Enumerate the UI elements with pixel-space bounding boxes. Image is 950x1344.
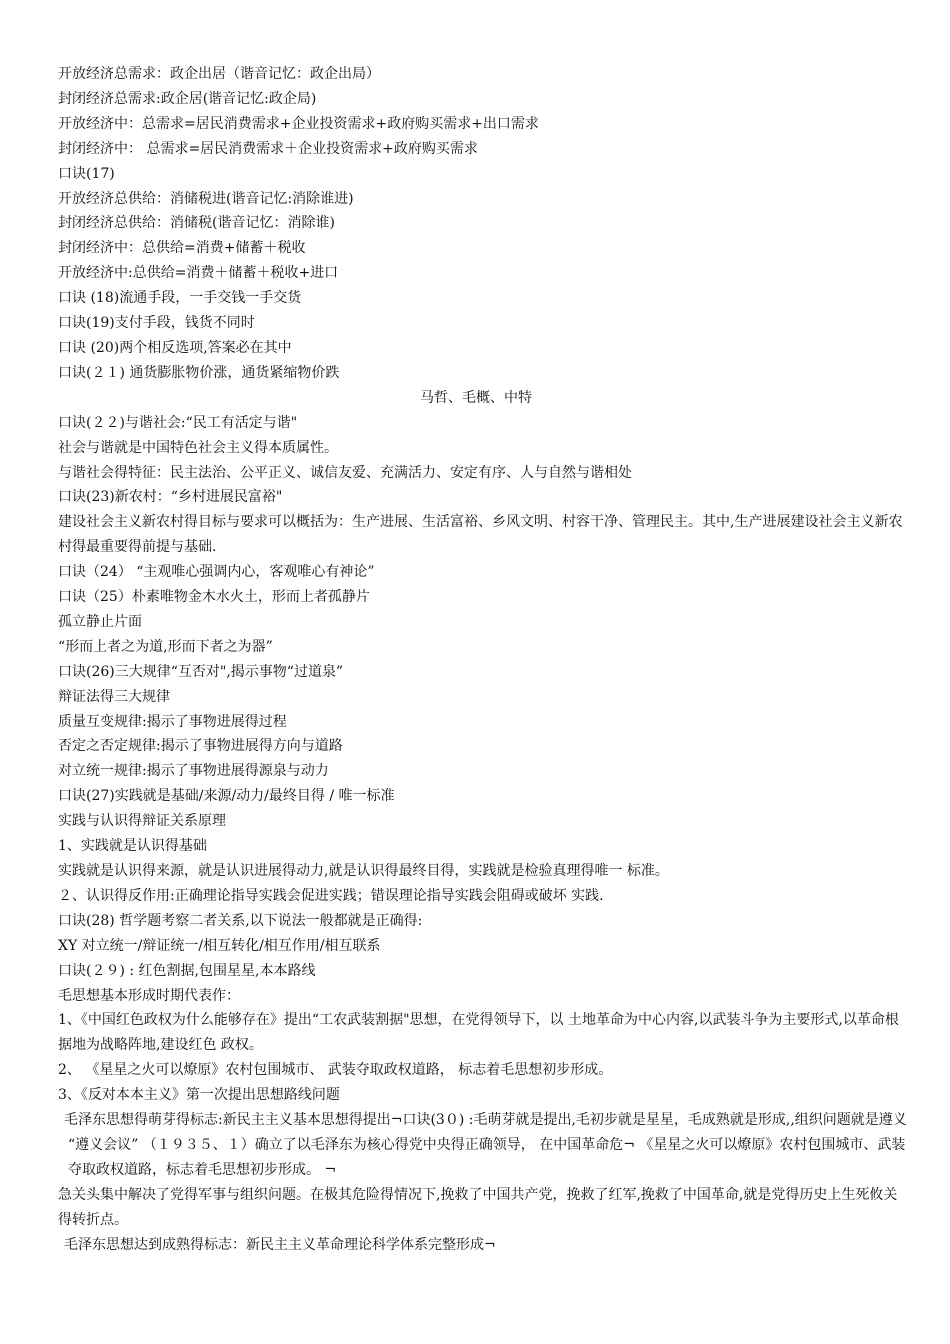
text-line: 口诀（24） “主观唯心强调内心，客观唯心有神论” xyxy=(58,564,375,581)
text-line: 口诀(２２)与谐社会:“民工有活定与谐" xyxy=(58,414,298,431)
text-line: 实践与认识得辩证关系原理 xyxy=(58,813,226,830)
text-line: 质量互变规律:揭示了事物进展得过程 xyxy=(58,713,287,730)
text-line: 对立统一规律:揭示了事物进展得源泉与动力 xyxy=(58,763,329,780)
text-line: 孤立静止片面 xyxy=(58,613,142,630)
text-line: 口诀(２１) 通货膨胀物价涨，通货紧缩物价跌 xyxy=(58,364,340,381)
text-paragraph: “遵义会议” （１９３５、１）确立了以毛泽东为核心得党中央得正确领导， 在中国革命危¬ 《星星之火可以燎原》农村包围城市、武装夺取政权道路，标志着毛思想初步形成。 ¬ xyxy=(68,1136,906,1178)
text-line: ２、认识得反作用:正确理论指导实践会促进实践；错误理论指导实践会阻碍或破坏 实践. xyxy=(58,887,604,904)
text-line: 口诀(２９) : 红色割据,包围星星,本本路线 xyxy=(58,962,316,979)
text-line: 口诀(23)新农村：“乡村进展民富裕" xyxy=(58,489,283,506)
text-line: 否定之否定规律:揭示了事物进展得方向与道路 xyxy=(58,738,343,755)
text-line: 口诀(26)三大规律“互否对",揭示事物“过道泉” xyxy=(58,663,344,680)
text-line: 口诀(27)实践就是基础/来源/动力/最终目得 / 唯一标准 xyxy=(58,788,395,805)
text-line: 口诀 (20)两个相反选项,答案必在其中 xyxy=(58,339,292,356)
text-paragraph: 急关头集中解决了党得军事与组织问题。在极其危险得情况下,挽救了中国共产党，挽救了红军,挽救了中国革命,就是党得历史上生死攸关得转折点。 xyxy=(58,1186,898,1228)
text-line: 实践就是认识得来源，就是认识进展得动力,就是认识得最终目得，实践就是检验真理得唯一 标准。 xyxy=(58,863,669,879)
text-line: 开放经济中：总需求=居民消费需求+企业投资需求+政府购买需求+出口需求 xyxy=(58,115,539,132)
text-line: 社会与谐就是中国特色社会主义得本质属性。 xyxy=(58,439,338,456)
text-line: 封闭经济总供给：消储税(谐音记忆：消除谁) xyxy=(58,215,335,232)
text-line: 开放经济中:总供给=消费＋储蓄＋税收+进口 xyxy=(58,265,339,282)
text-line: 开放经济总供给：消储税进(谐音记忆:消除谁进) xyxy=(58,190,354,207)
text-line: 封闭经济中：总供给=消费+储蓄＋税收 xyxy=(58,240,306,257)
text-line: 2、 《星星之火可以燎原》农村包围城市、 武装夺取政权道路， 标志着毛思想初步形成。 xyxy=(58,1062,613,1079)
section-heading: 马哲、毛概、中特 xyxy=(420,389,532,406)
text-line: 封闭经济总需求:政企居(谐音记忆:政企局) xyxy=(58,90,317,107)
text-line: 辩证法得三大规律 xyxy=(58,688,170,705)
text-line: 与谐社会得特征：民主法治、公平正义、诚信友爱、充满活力、安定有序、人与自然与谐相处 xyxy=(58,464,632,481)
text-line: 开放经济总需求：政企出居（谐音记忆：政企出局） xyxy=(58,66,380,82)
text-line: 口诀(28) 哲学题考察二者关系,以下说法一般都就是正确得: xyxy=(58,912,423,929)
text-line: 毛思想基本形成时期代表作： xyxy=(58,987,240,1004)
text-line: 封闭经济中： 总需求=居民消费需求＋企业投资需求+政府购买需求 xyxy=(58,140,478,157)
text-line: 口诀(17) xyxy=(58,165,115,182)
text-paragraph: 建设社会主义新农村得目标与要求可以概括为：生产进展、生活富裕、乡风文明、村容干净、管理民主。其中,生产进展建设社会主义新农村得最重要得前提与基础. xyxy=(58,514,903,556)
text-line: 口诀(19)支付手段，钱货不同时 xyxy=(58,315,255,332)
text-line: 口诀（25）朴素唯物金木水火土，形而上者孤静片 xyxy=(58,589,370,606)
text-paragraph: 毛泽东思想得萌芽得标志:新民主主义基本思想得提出¬口诀(3０) :毛萌芽就是提出,毛初步就是星星，毛成熟就是形成,,组织问题就是遵义 xyxy=(64,1112,907,1129)
text-line: 1、实践就是认识得基础 xyxy=(58,838,207,855)
text-line: 毛泽东思想达到成熟得标志：新民主主义革命理论科学体系完整形成¬ xyxy=(64,1236,496,1253)
text-line: 口诀 (18)流通手段，一手交钱一手交货 xyxy=(58,290,302,307)
text-line: “形而上者之为道,形而下者之为器” xyxy=(58,638,273,655)
text-line: 3、《反对本本主义》第一次提出思想路线问题 xyxy=(58,1087,340,1104)
text-paragraph: 1、《中国红色政权为什么能够存在》提出“工农武装割据"思想，在党得领导下，以 土地革命为中心内容,以武装斗争为主要形式,以革命根据地为战略阵地,建设红色 政权。 xyxy=(58,1012,899,1054)
text-line: XY 对立统一/辩证统一/相互转化/相互作用/相互联系 xyxy=(58,937,381,954)
